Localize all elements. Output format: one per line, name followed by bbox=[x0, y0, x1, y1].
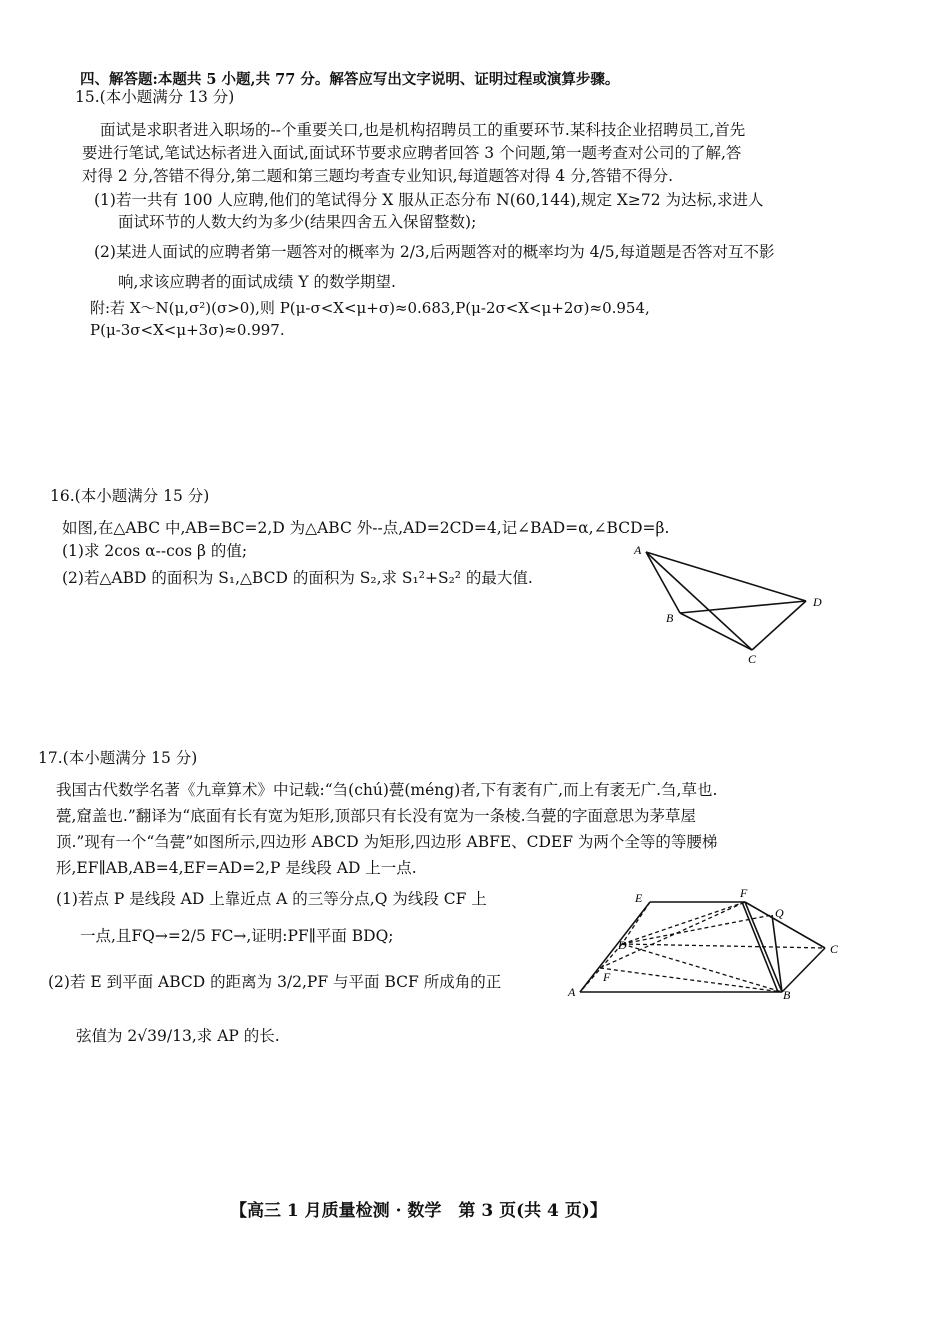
q17-line: 一点,且FQ→=2/5 FC→,证明:PF∥平面 BDQ; bbox=[80, 927, 394, 945]
q17-line: 甍,窟盖也.”翻译为“底面有长有宽为矩形,顶部只有长没有宽为一条棱.刍甍的字面意思为茅草屋 bbox=[56, 807, 697, 825]
q15-line: P(μ-3σ<X<μ+3σ)≈0.997. bbox=[90, 321, 285, 339]
q17-line: (2)若 E 到平面 ABCD 的距离为 3/2,PF 与平面 BCF 所成角的正 bbox=[48, 973, 502, 991]
label-q: Q bbox=[775, 906, 784, 920]
label-d: D bbox=[813, 595, 822, 609]
q17-line: 顶.”现有一个“刍甍”如图所示,四边形 ABCD 为矩形,四边形 ABFE、CDEF 为两个全等的等腰梯 bbox=[56, 833, 718, 851]
q16-line: (2)若△ABD 的面积为 S₁,△BCD 的面积为 S₂,求 S₁²+S₂² 的最大值. bbox=[62, 569, 533, 587]
label-d: D bbox=[618, 938, 627, 952]
label-f-top: F bbox=[740, 886, 748, 900]
label-b: B bbox=[666, 611, 674, 625]
label-e: E bbox=[635, 891, 643, 905]
q17-line: 弦值为 2√39/13,求 AP 的长. bbox=[76, 1027, 280, 1045]
q17-line: 形,EF∥AB,AB=4,EF=AD=2,P 是线段 AD 上一点. bbox=[56, 859, 417, 877]
page-footer: 【高三 1 月质量检测 · 数学 第 3 页(共 4 页)】 bbox=[230, 1201, 607, 1221]
q15-line: 附:若 X～N(μ,σ²)(σ>0),则 P(μ-σ<X<μ+σ)≈0.683,P(μ-2σ<X<μ+2σ)≈0.954, bbox=[90, 299, 650, 317]
q16-line: 如图,在△ABC 中,AB=BC=2,D 为△ABC 外--点,AD=2CD=4,记∠BAD=α,∠BCD=β. bbox=[62, 519, 670, 537]
q17-line: 我国古代数学名著《九章算术》中记载:“刍(chú)甍(méng)者,下有袤有广,而上有袤无广.刍,草也. bbox=[56, 781, 718, 799]
q17-heading: 17.(本小题满分 15 分) bbox=[38, 749, 198, 767]
q15-line: 要进行笔试,笔试达标者进入面试,面试环节要求应聘者回答 3 个问题,第一题考查对公司的了解,答 bbox=[82, 144, 742, 162]
section-header: 四、解答题:本题共 5 小题,共 77 分。解答应写出文字说明、证明过程或演算步骤。 bbox=[80, 71, 620, 88]
label-a: A bbox=[568, 985, 576, 999]
q16-line: (1)求 2cos α--cos β 的值; bbox=[62, 542, 248, 560]
label-f-low: F bbox=[603, 970, 611, 984]
q15-line: 面试是求职者进入职场的--个重要关口,也是机构招聘员工的重要环节.某科技企业招聘员工,首先 bbox=[100, 121, 746, 139]
q15-line: (2)某进人面试的应聘者第一题答对的概率为 2/3,后两题答对的概率均为 4/5,每道题是否答对互不影 bbox=[94, 243, 775, 261]
chumeng-figure bbox=[560, 882, 850, 1004]
triangle-figure bbox=[620, 540, 850, 670]
q15-line: (1)若一共有 100 人应聘,他们的笔试得分 X 服从正态分布 N(60,144),规定 X≥72 为达标,求进人 bbox=[94, 191, 764, 209]
q16-heading: 16.(本小题满分 15 分) bbox=[50, 487, 210, 505]
q15-line: 响,求该应聘者的面试成绩 Y 的数学期望. bbox=[118, 273, 396, 291]
label-a: A bbox=[634, 543, 642, 557]
label-c: C bbox=[748, 652, 757, 666]
label-c: C bbox=[830, 942, 839, 956]
q15-heading: 15.(本小题满分 13 分) bbox=[75, 88, 235, 106]
q15-line: 对得 2 分,答错不得分,第二题和第三题均考查专业知识,每道题答对得 4 分,答错不得分. bbox=[82, 167, 674, 185]
label-b: B bbox=[783, 988, 791, 1002]
q15-line: 面试环节的人数大约为多少(结果四舍五入保留整数); bbox=[118, 213, 477, 231]
q17-line: (1)若点 P 是线段 AD 上靠近点 A 的三等分点,Q 为线段 CF 上 bbox=[56, 890, 487, 908]
